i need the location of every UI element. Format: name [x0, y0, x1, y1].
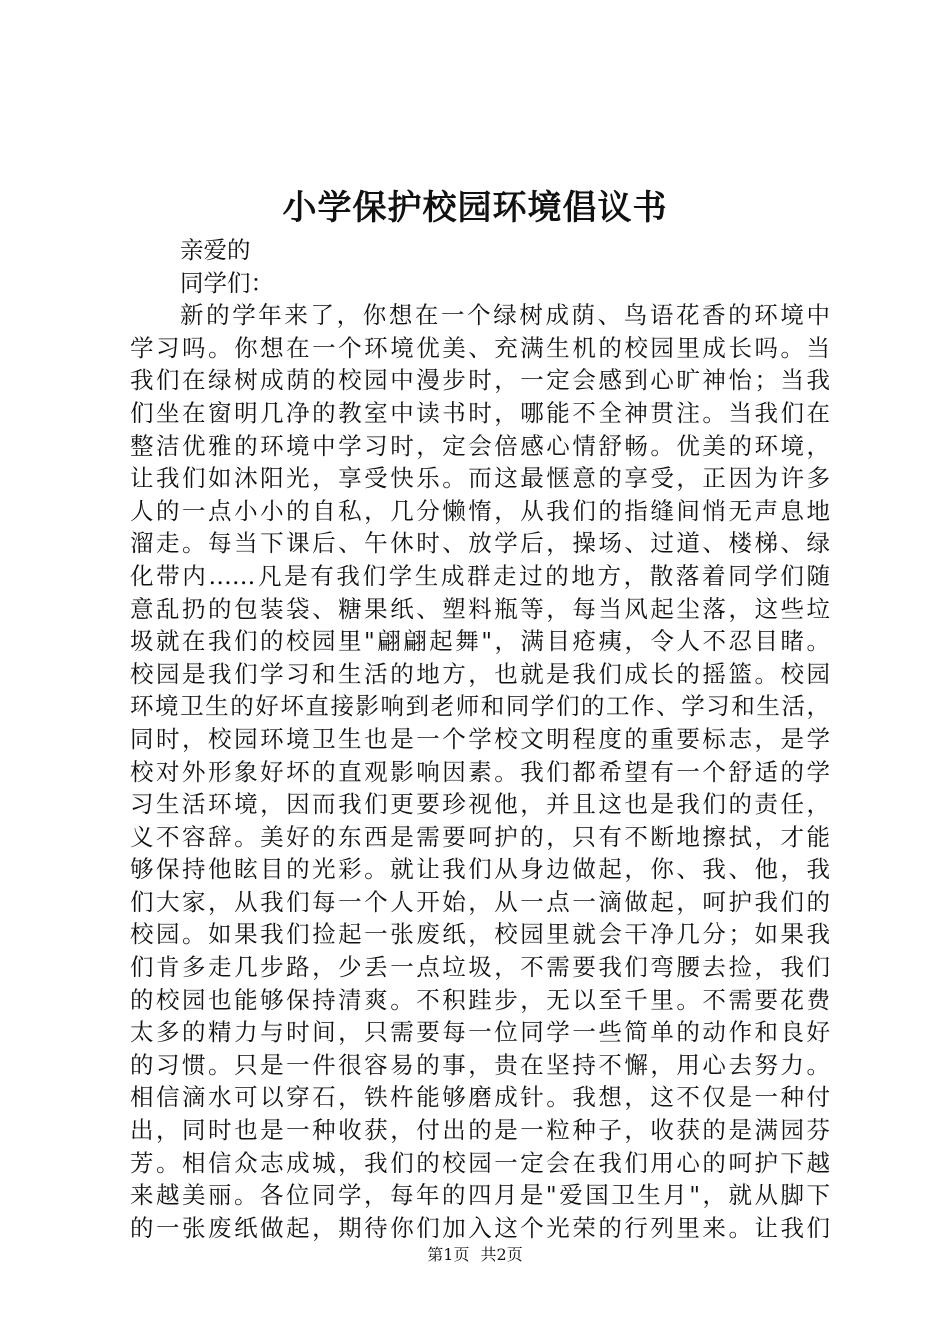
paragraph-line: 的一张废纸做起，期待你们加入这个光荣的行列里来。让我们: [130, 1213, 830, 1242]
paragraph-line: 芳。相信众志成城，我们的校园一定会在我们用心的呵护下越: [130, 1148, 830, 1177]
paragraph-line: 习生活环境，因而我们更要珍视他，并且这也是我们的责任，: [130, 790, 830, 819]
salutation-line: 亲爱的: [180, 236, 251, 264]
paragraph-line: 够保持他眩目的光彩。就让我们从身边做起，你、我、他，我: [130, 855, 830, 884]
page-number-footer: 第1页 共2页: [427, 1245, 523, 1264]
document-body: [130, 234, 830, 1244]
paragraph-line: 来越美丽。各位同学，每年的四月是"爱国卫生月"，就从脚下: [130, 1181, 830, 1210]
paragraph-line: 出，同时也是一种收获，付出的是一粒种子，收获的是满园芬: [130, 1116, 830, 1145]
paragraph-line: 溜走。每当下课后、午休时、放学后，操场、过道、楼梯、绿: [130, 529, 830, 558]
paragraph-line: 校园是我们学习和生活的地方，也就是我们成长的摇篮。校园: [130, 659, 830, 688]
paragraph-line: 们坐在窗明几净的教室中读书时，哪能不全神贯注。当我们在: [130, 398, 830, 427]
paragraph-line: 的校园也能够保持清爽。不积跬步，无以至千里。不需要花费: [130, 985, 830, 1014]
document-title: 小学保护校园环境倡议书: [282, 188, 668, 228]
paragraph-line: 化带内……凡是有我们学生成群走过的地方，散落着同学们随: [130, 561, 830, 590]
paragraph-line: 相信滴水可以穿石，铁杵能够磨成针。我想，这不仅是一种付: [130, 1083, 830, 1112]
paragraph-line: 太多的精力与时间，只需要每一位同学一些简单的动作和良好: [130, 1018, 830, 1047]
paragraph-line: 我们在绿树成荫的校园中漫步时，一定会感到心旷神怡；当我: [130, 366, 830, 395]
salutation-line: 同学们：: [180, 268, 274, 297]
paragraph-line: 整洁优雅的环境中学习时，定会倍感心情舒畅。优美的环境，: [130, 431, 830, 460]
paragraph-line: 意乱扔的包装袋、糖果纸、塑料瓶等，每当风起尘落，这些垃: [130, 594, 830, 623]
paragraph-line: 们大家，从我们每一个人开始，从一点一滴做起，呵护我们的: [130, 887, 830, 916]
paragraph-line: 环境卫生的好坏直接影响到老师和同学们的工作、学习和生活，: [130, 692, 830, 721]
paragraph-line: 校对外形象好坏的直观影响因素。我们都希望有一个舒适的学: [130, 757, 830, 786]
paragraph-line: 人的一点小小的自私，几分懒惰，从我们的指缝间悄无声息地: [130, 496, 830, 525]
paragraph-line: 圾就在我们的校园里"翩翩起舞"，满目疮痍，令人不忍目睹。: [130, 627, 830, 656]
paragraph-line: 们肯多走几步路，少丢一点垃圾，不需要我们弯腰去捡，我们: [130, 953, 830, 982]
paragraph-line: 学习吗。你想在一个环境优美、充满生机的校园里成长吗。当: [130, 333, 830, 362]
paragraph-line: 让我们如沐阳光，享受快乐。而这最惬意的享受，正因为许多: [130, 464, 830, 493]
paragraph-line: 同时，校园环境卫生也是一个学校文明程度的重要标志，是学: [130, 724, 830, 753]
paragraph-line: 新的学年来了，你想在一个绿树成荫、鸟语花香的环境中: [180, 301, 830, 330]
paragraph-line: 义不容辞。美好的东西是需要呵护的，只有不断地擦拭，才能: [130, 822, 830, 851]
paragraph-line: 校园。如果我们捡起一张废纸，校园里就会干净几分；如果我: [130, 920, 830, 949]
paragraph-line: 的习惯。只是一件很容易的事，贵在坚持不懈，用心去努力。: [130, 1050, 830, 1079]
